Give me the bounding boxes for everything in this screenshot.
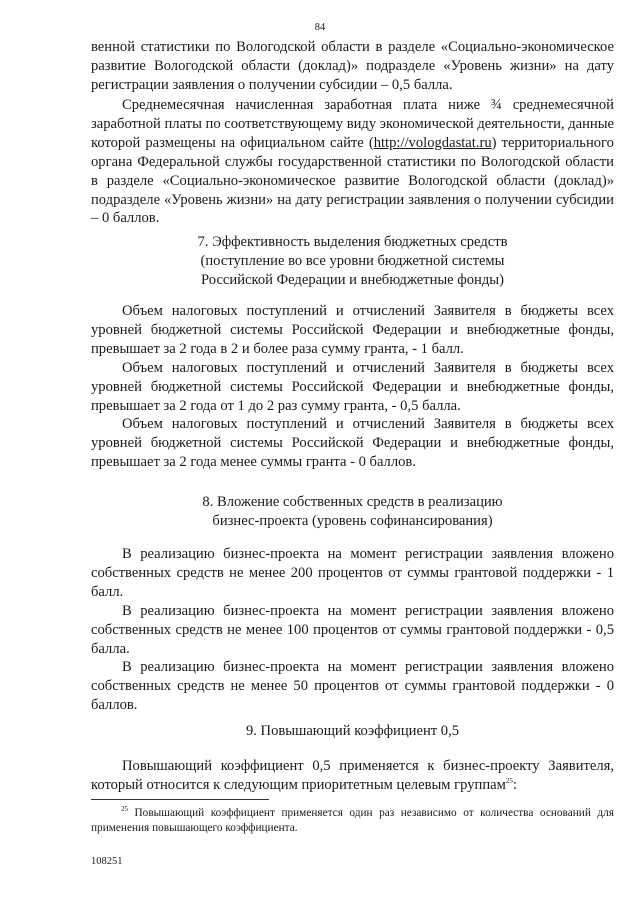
section-9-title: 9. Повышающий коэффициент 0,5 xyxy=(245,723,460,739)
section-8-body xyxy=(91,545,614,715)
section-7-title-line-3: Российской Федерации и внебюджетные фонды) xyxy=(201,271,504,288)
page-number: 84 xyxy=(314,22,326,33)
section-8-paragraph-1: В реализацию бизнес-проекта на момент регистрации заявления вложено собственных средств не менее 200 процентов от суммы грантовой поддержки - 1 балл. xyxy=(91,546,614,600)
intro-p1-text: венной статистики по Вологодской области в разделе «Социально-экономическое развитие Вологодской области (доклад)» подразделе «Уровень жизни» на дату регистрации заявления о получении субсидии – 0,5 балла. xyxy=(91,39,614,93)
intro-p2-after: ) территориального органа Федеральной службы государственной статистики по Вологодской области в разделе «Социально-экономическое развитие Вологодской области (доклад)» подразделе «Уровень жизни» на дату регистрации заявления о получении субсидии – 0 баллов. xyxy=(91,134,614,227)
section-7-body xyxy=(91,302,614,472)
footnote xyxy=(91,806,614,836)
section-9-body xyxy=(91,757,614,795)
section-8-title-line-2: бизнес-проекта (уровень софинансирования) xyxy=(212,512,493,529)
intro-paragraph-2 xyxy=(91,96,614,228)
intro-paragraph-1 xyxy=(91,38,614,95)
section-7-paragraph-3: Объем налоговых поступлений и отчислений Заявителя в бюджеты всех уровней бюджетной системы Российской Федерации и внебюджетные фонды, превышает за 2 года менее суммы гранта - 0 баллов. xyxy=(91,416,614,471)
footnote-number: 25 xyxy=(121,805,128,814)
section-8-paragraph-2: В реализацию бизнес-проекта на момент регистрации заявления вложено собственных средств не менее 100 процентов от суммы грантовой поддержки - 0,5 балла. xyxy=(91,602,614,657)
footnote-text: Повышающий коэффициент применяется один раз независимо от количества оснований для применения повышающего коэффициента. xyxy=(91,807,614,834)
section-8-paragraph-3: В реализацию бизнес-проекта на момент регистрации заявления вложено собственных средств не менее 50 процентов от суммы грантовой поддержки - 0 баллов. xyxy=(91,659,614,714)
section-8-heading xyxy=(91,493,614,531)
intro-p2-before: Среднемесячная начисленная заработная плата ниже ¾ среднемесячной заработной платы по соответствующему виду экономической деятельности, данные которой размещены на официальном сайте ( xyxy=(91,97,614,151)
vologdastat-link[interactable]: http://vologdastat.ru xyxy=(373,134,492,151)
section-7-title-line-2: (поступление во все уровни бюджетной системы xyxy=(200,252,505,269)
section-8-title-line-1: 8. Вложение собственных средств в реализацию xyxy=(202,494,503,510)
intro-p2-text xyxy=(91,96,614,228)
section-9-p1-text: Повышающий коэффициент 0,5 применяется к бизнес-проекту Заявителя, который относится к следующим приоритетным целевым группам xyxy=(91,758,614,793)
section-7-heading xyxy=(91,233,614,290)
section-7-paragraph-1: Объем налоговых поступлений и отчислений Заявителя в бюджеты всех уровней бюджетной системы Российской Федерации и внебюджетные фонды, превышает за 2 года в 2 и более раза сумму гранта, - 1 балл. xyxy=(91,303,614,357)
footnote-reference-25[interactable]: 25 xyxy=(505,777,513,786)
section-7-title-line-1: 7. Эффективность выделения бюджетных средств xyxy=(197,234,508,250)
document-code: 108251 xyxy=(91,856,123,867)
footnote-divider xyxy=(91,799,269,800)
section-9-heading xyxy=(91,722,614,741)
section-9-paragraph-1 xyxy=(91,757,614,795)
section-9-p1-end: : xyxy=(512,776,517,793)
section-7-paragraph-2: Объем налоговых поступлений и отчислений Заявителя в бюджеты всех уровней бюджетной системы Российской Федерации и внебюджетные фонды, превышает за 2 года от 1 до 2 раз сумму гранта, - 0,5 балла. xyxy=(91,359,614,414)
